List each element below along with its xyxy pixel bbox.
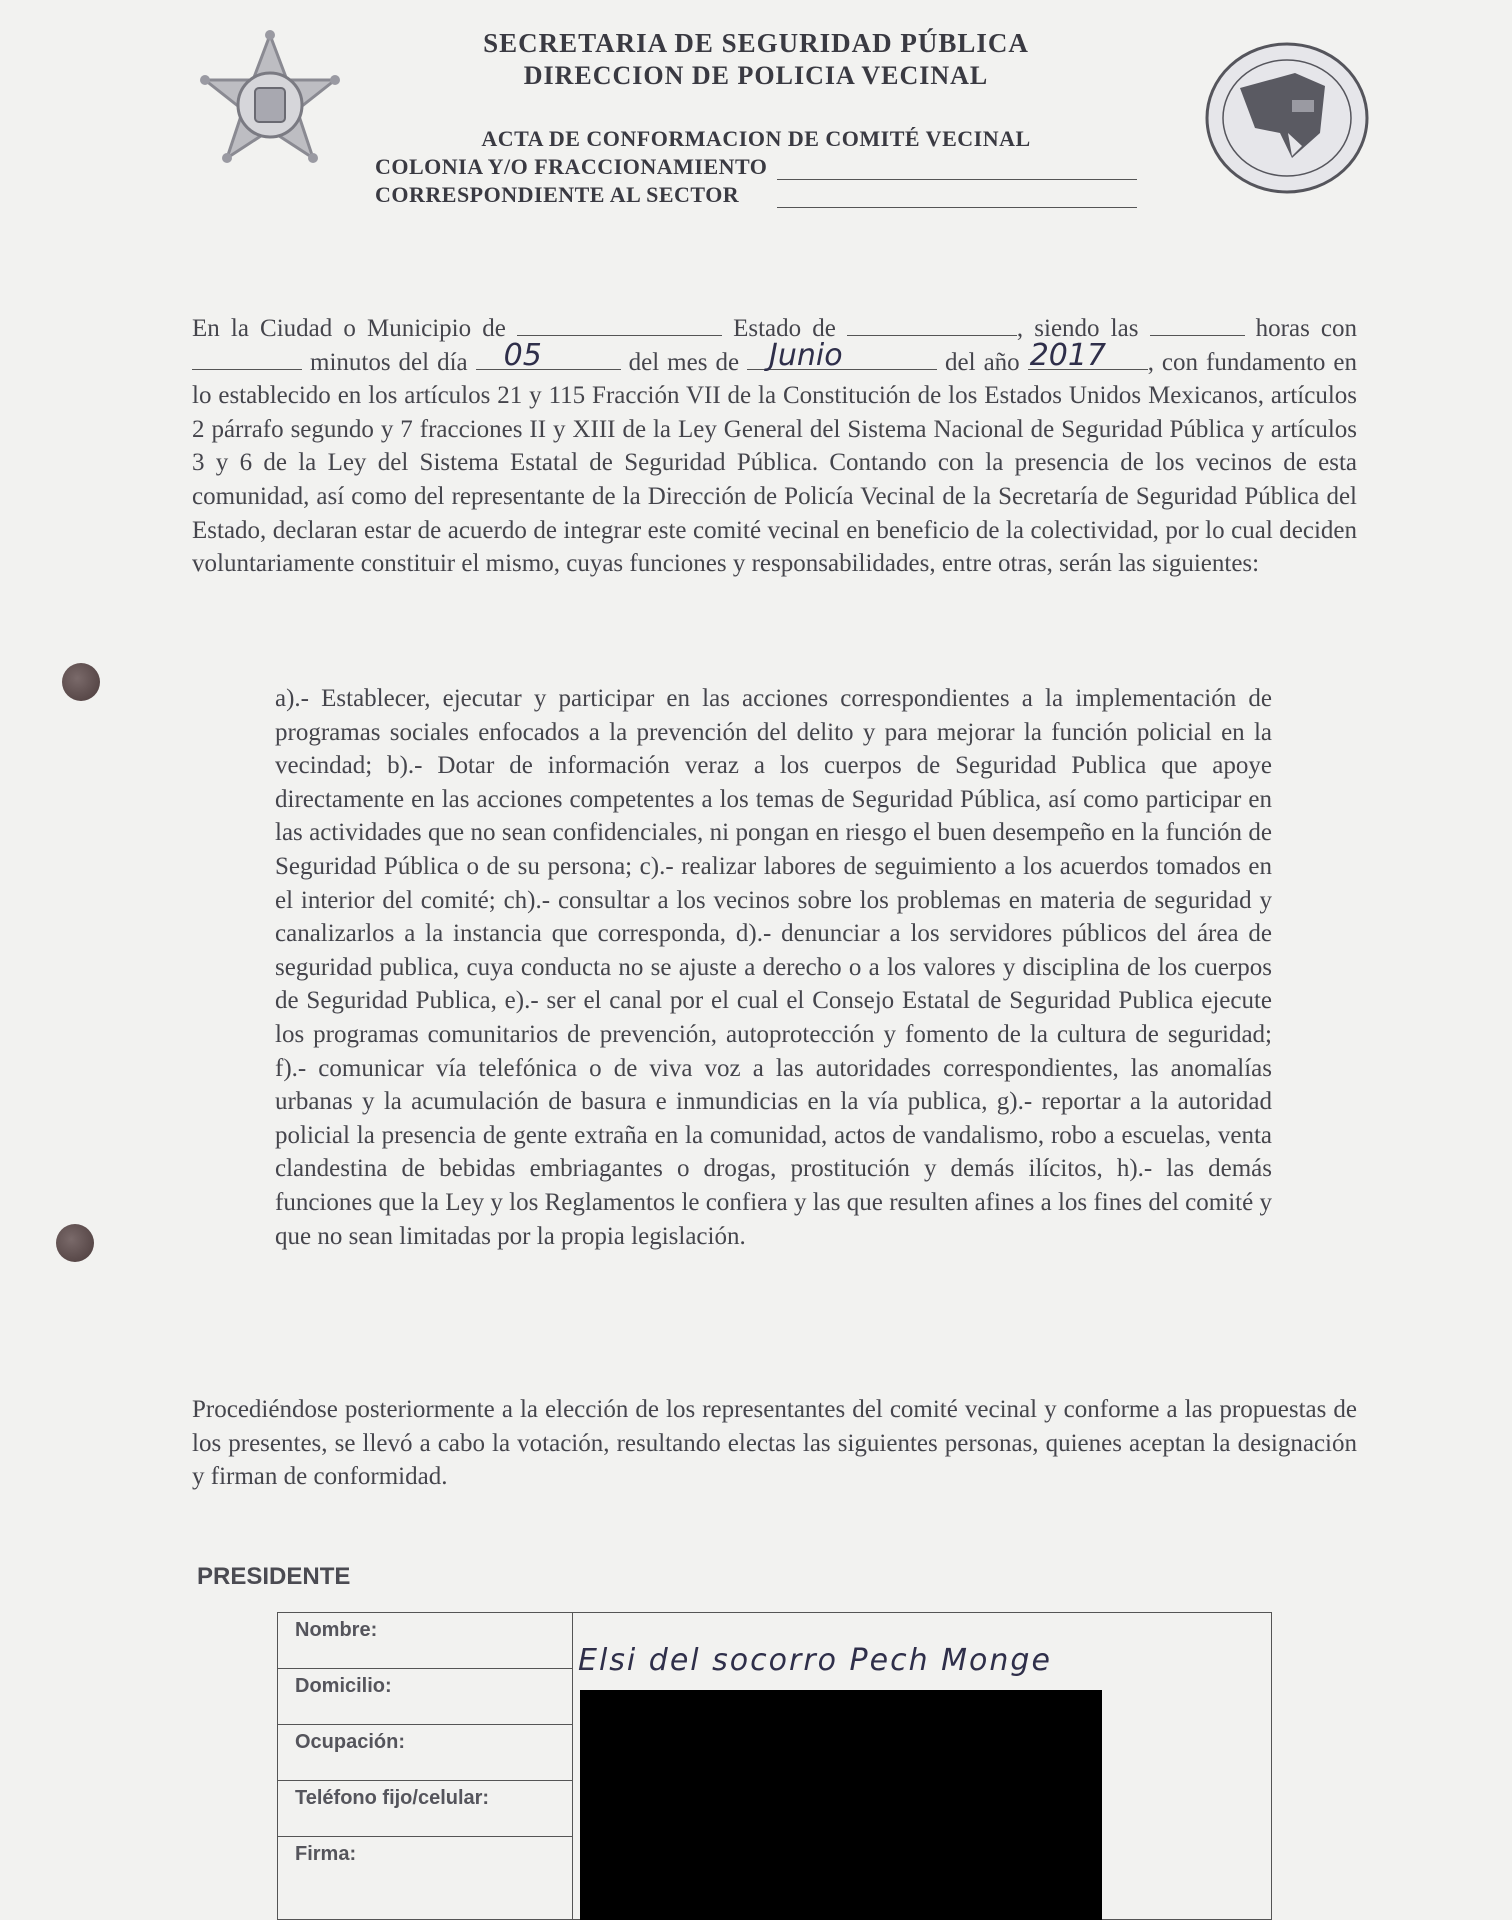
colonia-field (375, 154, 1137, 180)
colonia-blank (777, 159, 1137, 180)
domicilio-label: Domicilio: (295, 1675, 392, 1697)
intro-month-label: del mes de (628, 348, 740, 376)
intro-body-text: , con fundamento en lo establecido en los artículos 21 y 115 Fracción VII de la Constitución de los Estados Unidos Mexicanos, artículos 2 párrafo segundo y 7 fracciones II y XIII de la Ley General del Sistema Nacional de Seguridad Pública y artículos 3 y 6 de la Ley del Sistema Estatal de Seguridad Pública. Contando con la presencia de los vecinos de esta comunidad, así como del representante de la Dirección de Policía Vecinal de la Secretaría de Seguridad Pública del Estado, declaran estar de acuerdo de integrar este comité vecinal en beneficio de la colectividad, por lo cual deciden voluntariamente constituir el mismo, cuyas funciones y responsabilidades, entre otras, serán las siguientes: (192, 348, 1358, 578)
presidente-name-handwritten: Elsi del socorro Pech Monge (578, 1643, 1052, 1678)
year-blank (1028, 338, 1148, 373)
intro-state-label: Estado de (733, 315, 836, 342)
city-blank (517, 313, 722, 336)
nombre-row (278, 1613, 572, 1669)
month-blank (747, 338, 937, 373)
day-blank (476, 338, 621, 373)
intro-day-label: minutos del día (310, 348, 468, 376)
sector-field (375, 182, 1137, 208)
hour-blank (1150, 313, 1245, 336)
telefono-label: Teléfono fijo/celular: (295, 1787, 490, 1809)
colonia-label: COLONIA Y/O FRACCIONAMIENTO (375, 154, 768, 179)
intro-year-label: del año (945, 348, 1020, 376)
intro-city-label: En la Ciudad o Municipio de (192, 315, 506, 342)
closing-paragraph: Procediéndose posteriormente a la elección de los representantes del comité vecinal y conforme a las propuestas de los presentes, se llevó a cabo la votación, resultando electas las siguientes personas, quienes aceptan la designación y firman de conformidad. (192, 1396, 1357, 1491)
ocupacion-row (278, 1725, 572, 1781)
nombre-label: Nombre: (295, 1619, 378, 1641)
intro-paragraph (192, 312, 1357, 581)
functions-paragraph: a).- Establecer, ejecutar y participar en las acciones correspondientes a la implementación de programas sociales enfocados a la prevención del delito y para mejorar la función policial en la vecindad; b).- Dotar de información veraz a los cuerpos de Seguridad Publica que apoye directamente en las acciones competentes a los temas de Seguridad Pública, así como participar en las actividades que no sean confidenciales, ni pongan en riesgo el buen desempeño en la función de Seguridad Pública o de su persona; c).- realizar labores de seguimiento a los acuerdos tomados en el interior del comité; ch).- consultar a los vecinos sobre los problemas en materia de seguridad y canalizarlos a la instancia que corresponda, d).- denunciar a los servidores públicos del área de seguridad publica, cuya conducta no se ajuste a derecho o a los valores y disciplina de los cuerpos de Seguridad Publica, e).- ser el canal por el cual el Consejo Estatal de Seguridad Publica ejecute los programas comunitarios de prevención, autoprotección y fomento de la cultura de seguridad; f).- comunicar vía telefónica o de viva voz a las autoridades correspondientes, las anomalías urbanas y la acumulación de basura e inmundicias en la vía publica, g).- reportar a la autoridad policial la presencia de gente extraña en la comunidad, actos de vandalismo, robo a escuelas, venta clandestina de bebidas embriagantes o drogas, prostitución y demás ilícitos, h).- las demás funciones que la Ley y los Reglamentos le confiera y las que resulten afines a los fines del comité y que no sean limitadas por la propia legislación. (275, 685, 1272, 1250)
presidente-heading: PRESIDENTE (197, 1563, 351, 1590)
intro-hour-label: , siendo las (1016, 315, 1139, 342)
day-handwritten: 05 (503, 338, 542, 373)
header-secretaria: SECRETARIA DE SEGURIDAD PÚBLICA (483, 28, 1029, 58)
domicilio-row (278, 1669, 572, 1725)
sector-label: CORRESPONDIENTE AL SECTOR (375, 182, 740, 207)
month-handwritten: Junio (769, 338, 843, 373)
table-divider (572, 1613, 573, 1919)
punch-hole-bottom (56, 1224, 94, 1262)
intro-hours-con: horas con (1255, 315, 1358, 342)
firma-label: Firma: (295, 1843, 357, 1865)
sector-blank (777, 187, 1137, 208)
year-handwritten: 2017 (1029, 338, 1107, 373)
redaction-box (580, 1690, 1102, 1920)
ocupacion-label: Ocupación: (295, 1731, 406, 1753)
document-title: ACTA DE CONFORMACION DE COMITÉ VECINAL (481, 126, 1031, 151)
header-direccion: DIRECCION DE POLICIA VECINAL (523, 61, 989, 90)
telefono-row (278, 1781, 572, 1837)
state-blank (847, 313, 1017, 336)
firma-row (278, 1837, 572, 1893)
punch-hole-top (62, 663, 100, 701)
minutes-blank (192, 347, 302, 370)
